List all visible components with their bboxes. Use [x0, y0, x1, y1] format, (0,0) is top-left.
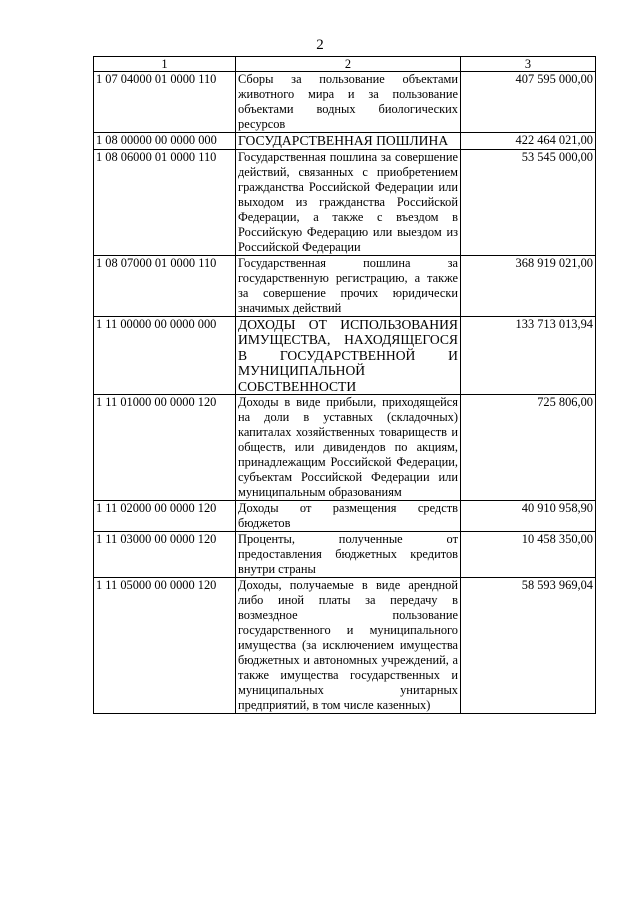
revenue-amount: 58 593 969,04 [461, 578, 596, 714]
budget-code: 1 11 02000 00 0000 120 [94, 501, 236, 532]
revenue-name: Доходы от размещения средств бюджетов [236, 501, 461, 532]
table-row [94, 255, 596, 316]
budget-code: 1 11 00000 00 0000 000 [94, 316, 236, 395]
revenue-name: Доходы, получаемые в виде арендной либо иной платы за передачу в возмездное пользование государственного и муниципального имущества (за исключением имущества бюджетных и автономных учреждений, а также имущества государственных и муниципальных унитарных предприятий, в том числе казенных) [236, 578, 461, 714]
budget-code: 1 11 05000 00 0000 120 [94, 578, 236, 714]
budget-code: 1 11 03000 00 0000 120 [94, 532, 236, 578]
page-number: 2 [316, 37, 324, 53]
revenue-amount: 407 595 000,00 [461, 72, 596, 133]
column-header-name: 2 [236, 57, 461, 72]
budget-code: 1 11 01000 00 0000 120 [94, 395, 236, 501]
revenue-table [93, 56, 596, 714]
table-row [94, 501, 596, 532]
column-header-amount: 3 [461, 57, 596, 72]
revenue-amount: 10 458 350,00 [461, 532, 596, 578]
revenue-amount: 133 713 013,94 [461, 316, 596, 395]
revenue-name: Проценты, полученные от предоставления бюджетных кредитов внутри страны [236, 532, 461, 578]
revenue-amount: 368 919 021,00 [461, 255, 596, 316]
budget-code: 1 07 04000 01 0000 110 [94, 72, 236, 133]
table-row [94, 395, 596, 501]
revenue-name: Доходы в виде прибыли, приходящейся на доли в уставных (складочных) капиталах хозяйственных товариществ и обществ, или дивидендов по акциям, принадлежащим Российской Федерации, субъектам Российской Федерации или муниципальным образованиям [236, 395, 461, 501]
budget-code: 1 08 06000 01 0000 110 [94, 149, 236, 255]
table-row [94, 133, 596, 150]
revenue-amount: 422 464 021,00 [461, 133, 596, 150]
revenue-amount: 40 910 958,90 [461, 501, 596, 532]
table-header-row [94, 57, 596, 72]
revenue-name: Сборы за пользование объектами животного мира и за пользование объектами водных биологических ресурсов [236, 72, 461, 133]
revenue-name: Государственная пошлина за совершение действий, связанных с приобретением гражданства Российской Федерации или выходом из гражданства Российской Федерации, а также с въездом в Российскую Федерацию или выездом из Российской Федерации [236, 149, 461, 255]
table-row [94, 149, 596, 255]
table-row [94, 532, 596, 578]
column-header-code: 1 [94, 57, 236, 72]
budget-code: 1 08 07000 01 0000 110 [94, 255, 236, 316]
revenue-name: Государственная пошлина за государственную регистрацию, а также за совершение прочих юридически значимых действий [236, 255, 461, 316]
revenue-amount: 725 806,00 [461, 395, 596, 501]
revenue-name: ГОСУДАРСТВЕННАЯ ПОШЛИНА [236, 133, 461, 150]
table-row [94, 316, 596, 395]
table-row [94, 72, 596, 133]
table-row [94, 578, 596, 714]
revenue-amount: 53 545 000,00 [461, 149, 596, 255]
revenue-name: ДОХОДЫ ОТ ИСПОЛЬЗОВАНИЯ ИМУЩЕСТВА, НАХОДЯЩЕГОСЯ В ГОСУДАРСТВЕННОЙ И МУНИЦИПАЛЬНОЙ СОБСТВЕННОСТИ [236, 316, 461, 395]
budget-code: 1 08 00000 00 0000 000 [94, 133, 236, 150]
